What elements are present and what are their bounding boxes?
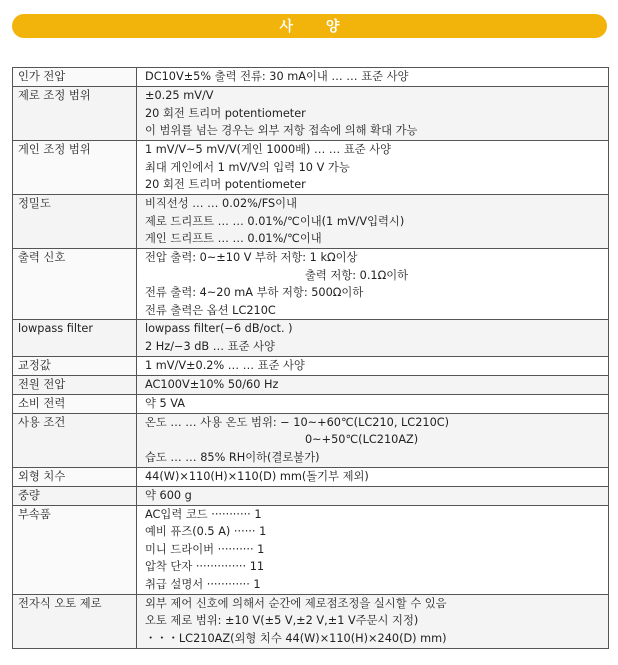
value-line: 온도 … … 사용 온도 범위: − 10~+60℃(LC210, LC210C) <box>145 415 450 429</box>
row-label: 교정값 <box>13 356 137 375</box>
value-line: DC10V±5% 출력 전류: 30 mA이내 … … 표준 사양 <box>145 70 409 83</box>
row-label: 부속품 <box>13 505 137 594</box>
value-line: 0~+50℃(LC210AZ) <box>305 433 419 447</box>
value-line: 약 600 g <box>145 488 192 502</box>
table-row <box>13 375 609 394</box>
value-line: 외부 제어 신호에 의해서 순간에 제로점조정을 실시할 수 있음 <box>145 596 447 610</box>
table-row <box>13 467 609 486</box>
row-value <box>137 87 609 141</box>
row-label: lowpass filter <box>13 320 137 356</box>
row-label: 출력 신호 <box>13 249 137 320</box>
table-row <box>13 141 609 195</box>
spec-table <box>12 67 609 649</box>
row-label: 전자식 오토 제로 <box>13 594 137 648</box>
row-label: 인가 전압 <box>13 68 137 87</box>
value-line: 습도 … … 85% RH이하(결로불가) <box>145 450 320 464</box>
row-value <box>137 195 609 249</box>
value-line: 44(W)×110(H)×110(D) mm(돌기부 제외) <box>145 469 369 483</box>
table-row <box>13 394 609 413</box>
row-value <box>137 505 609 594</box>
row-label: 외형 치수 <box>13 467 137 486</box>
row-value <box>137 68 609 87</box>
value-line: 출력 저항: 0.1Ω이하 <box>305 268 409 282</box>
row-label: 중량 <box>13 486 137 505</box>
value-line: ・・・LC210AZ(외형 치수 44(W)×110(H)×240(D) mm) <box>145 631 447 645</box>
value-line: ±0.25 mV/V <box>145 89 214 102</box>
value-line: 압착 단자 ·············· 11 <box>145 560 265 574</box>
value-line: 1 mV/V±0.2% … … 표준 사양 <box>145 358 305 372</box>
title-bar <box>12 14 607 38</box>
value-line: 전류 출력은 옵션 LC210C <box>145 303 276 317</box>
table-row <box>13 249 609 320</box>
row-value <box>137 467 609 486</box>
row-value <box>137 320 609 356</box>
table-row <box>13 87 609 141</box>
value-line: 예비 퓨즈(0.5 A) ······ 1 <box>145 525 267 539</box>
row-value <box>137 594 609 648</box>
row-label: 제로 조정 범위 <box>13 87 137 141</box>
row-label: 게인 조정 범위 <box>13 141 137 195</box>
row-value <box>137 413 609 467</box>
row-value <box>137 249 609 320</box>
row-label: 전원 전압 <box>13 375 137 394</box>
value-line: 취급 설명서 ············ 1 <box>145 577 261 591</box>
value-line: 약 5 VA <box>145 396 186 410</box>
value-line: AC입력 코드 ··········· 1 <box>145 507 262 521</box>
value-line: 전류 출력: 4~20 mA 부하 저항: 500Ω이하 <box>145 286 364 300</box>
value-line: 비직선성 … … 0.02%/FS이내 <box>145 197 298 210</box>
value-line: 20 회전 트리머 potentiometer <box>145 106 306 120</box>
table-row <box>13 356 609 375</box>
value-line: 1 mV/V~5 mV/V(게인 1000배) … … 표준 사양 <box>145 143 392 156</box>
value-line: 이 범위를 넘는 경우는 외부 저항 접속에 의해 확대 가능 <box>145 124 418 138</box>
value-line: AC100V±10% 50/60 Hz <box>145 377 279 391</box>
value-line: 게인 드리프트 … … 0.01%/℃이내 <box>145 232 322 246</box>
row-label: 정밀도 <box>13 195 137 249</box>
row-value <box>137 486 609 505</box>
row-value <box>137 141 609 195</box>
page-title: 사 양 <box>279 19 354 35</box>
table-row <box>13 68 609 87</box>
table-row <box>13 195 609 249</box>
table-row <box>13 413 609 467</box>
value-line: 20 회전 트리머 potentiometer <box>145 178 306 192</box>
table-row <box>13 505 609 594</box>
value-line: 전압 출력: 0~±10 V 부하 저항: 1 kΩ이상 <box>145 251 358 264</box>
row-label: 소비 전력 <box>13 394 137 413</box>
value-line: 2 Hz/−3 dB … 표준 사양 <box>145 339 275 353</box>
table-row <box>13 486 609 505</box>
table-row <box>13 594 609 648</box>
value-line: 최대 게인에서 1 mV/V의 입력 10 V 가능 <box>145 160 350 174</box>
table-row <box>13 320 609 356</box>
value-line: 오토 제로 범위: ±10 V(±5 V,±2 V,±1 V주문시 지정) <box>145 614 419 628</box>
value-line: lowpass filter(−6 dB/oct. ) <box>145 322 293 336</box>
row-value <box>137 375 609 394</box>
value-line: 미니 드라이버 ·········· 1 <box>145 542 265 556</box>
row-value <box>137 356 609 375</box>
value-line: 제로 드리프트 … … 0.01%/℃이내(1 mV/V입력시) <box>145 214 405 228</box>
row-value <box>137 394 609 413</box>
row-label: 사용 조건 <box>13 413 137 467</box>
